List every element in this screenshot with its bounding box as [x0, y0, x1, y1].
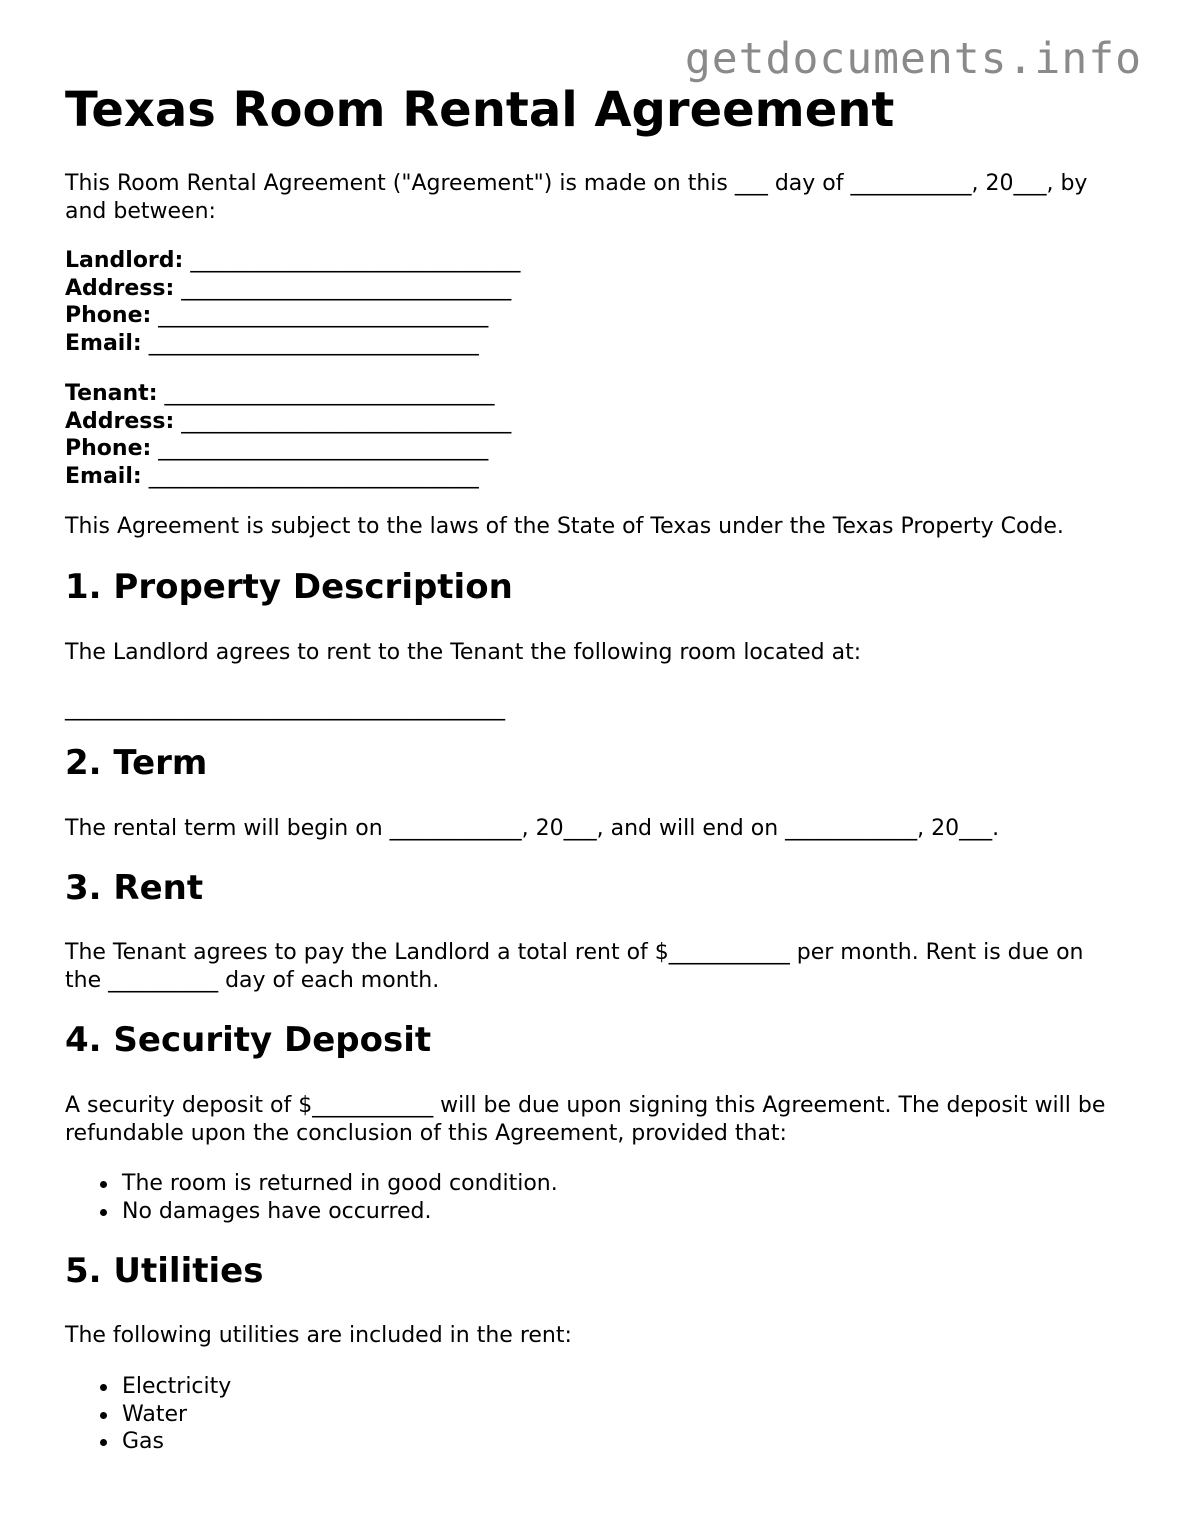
landlord-phone-field: ______________________________	[158, 303, 489, 328]
tenant-name-label: Tenant:	[65, 381, 158, 406]
deposit-text: A security deposit of $___________ will be due upon signing this Agreement. The deposit will be refundable upon the conclusion of this Agreement, provided that:	[65, 1093, 1106, 1146]
landlord-name-line	[65, 247, 1125, 275]
utilities-list-block	[65, 1373, 1125, 1456]
section-heading-utilities: 5. Utilities	[65, 1251, 264, 1291]
intro-text: This Room Rental Agreement ("Agreement") is made on this ___ day of ___________, 20___, by and between:	[65, 171, 1088, 224]
utilities-text: The following utilities are included in the rent:	[65, 1323, 572, 1348]
property-text: The Landlord agrees to rent to the Tenant the following room located at:	[65, 640, 862, 665]
tenant-address-label: Address:	[65, 408, 175, 434]
landlord-email-line	[65, 330, 1125, 358]
list-item: No damages have occurred.	[122, 1198, 1125, 1226]
landlord-info	[65, 247, 1125, 357]
governing-law-paragraph	[65, 513, 1125, 541]
term-paragraph	[65, 815, 1125, 843]
list-item: The room is returned in good condition.	[122, 1170, 1125, 1198]
tenant-email-line	[65, 463, 1125, 491]
deposit-paragraph	[65, 1092, 1125, 1147]
governing-law-text: This Agreement is subject to the laws of the State of Texas under the Texas Property Code.	[65, 514, 1064, 539]
deposit-conditions-list	[65, 1170, 1125, 1225]
list-item: Water	[122, 1401, 1125, 1429]
rent-text: The Tenant agrees to pay the Landlord a total rent of $___________ per month. Rent is due on the __________ day of each month.	[65, 940, 1084, 993]
section-heading-security-deposit: 4. Security Deposit	[65, 1020, 432, 1060]
tenant-email-field: ______________________________	[148, 463, 479, 489]
tenant-info	[65, 380, 1125, 490]
tenant-email-label: Email:	[65, 463, 142, 489]
landlord-address-line	[65, 275, 1125, 303]
tenant-phone-label: Phone:	[65, 436, 152, 461]
list-item: Gas	[122, 1428, 1125, 1456]
landlord-phone-line	[65, 302, 1125, 330]
utilities-paragraph	[65, 1322, 1125, 1350]
rent-paragraph	[65, 939, 1125, 994]
tenant-address-line	[65, 408, 1125, 436]
landlord-email-field: ______________________________	[148, 330, 479, 356]
deposit-conditions	[65, 1170, 1125, 1225]
property-address-blank	[65, 695, 1125, 723]
tenant-phone-line	[65, 435, 1125, 463]
tenant-name-field: ______________________________	[164, 381, 495, 406]
tenant-phone-field: ______________________________	[158, 436, 489, 461]
watermark: getdocuments.info	[684, 34, 1142, 84]
landlord-address-field: ______________________________	[181, 275, 512, 301]
landlord-phone-label: Phone:	[65, 303, 152, 328]
landlord-name-label: Landlord:	[65, 248, 184, 273]
tenant-name-line	[65, 380, 1125, 408]
section-heading-term: 2. Term	[65, 743, 208, 783]
document-title: Texas Room Rental Agreement	[65, 82, 895, 138]
list-item: Electricity	[122, 1373, 1125, 1401]
landlord-name-field: ______________________________	[190, 248, 521, 273]
section-heading-rent: 3. Rent	[65, 868, 204, 908]
utilities-list	[65, 1373, 1125, 1456]
landlord-email-label: Email:	[65, 330, 142, 356]
property-address-field: ________________________________________	[65, 696, 505, 721]
tenant-address-field: ______________________________	[181, 408, 512, 434]
landlord-address-label: Address:	[65, 275, 175, 301]
term-text: The rental term will begin on ____________, 20___, and will end on ____________, 20___.	[65, 816, 1000, 841]
intro-paragraph	[65, 170, 1125, 225]
property-paragraph	[65, 639, 1125, 667]
section-heading-property: 1. Property Description	[65, 567, 513, 607]
